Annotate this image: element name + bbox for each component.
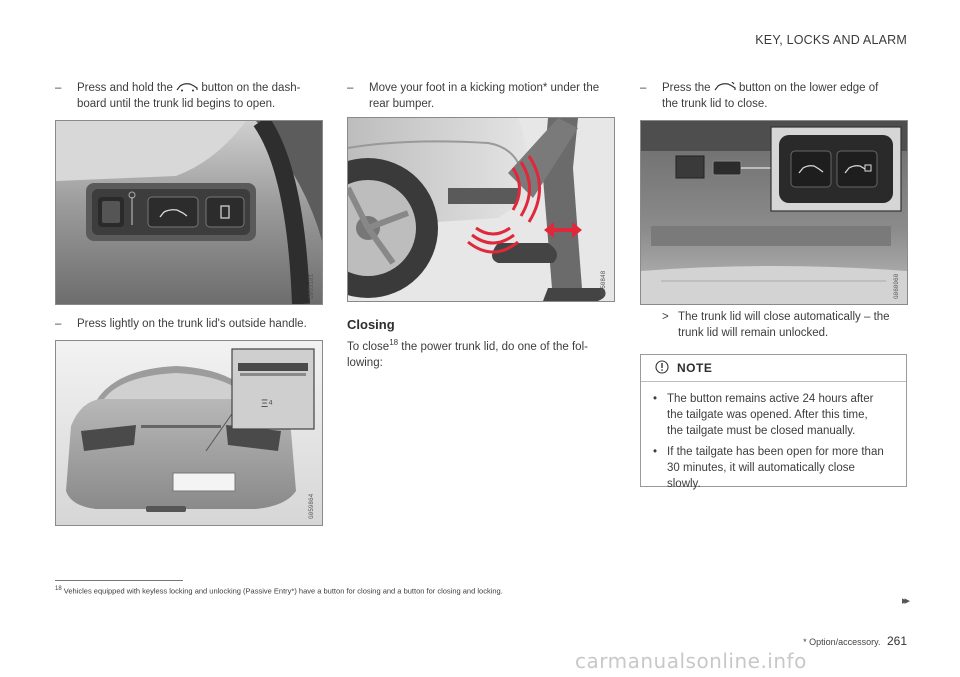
bullet-line: If the tailgate has been open for more than xyxy=(667,446,884,458)
bullet-line: 30 minutes, it will automatically close xyxy=(667,462,855,474)
footnote-text: Vehicles equipped with keyless locking and unlocking (Passive Entry*) have a button for closing and a button for closing and locking. xyxy=(63,586,503,596)
closing-text-part: lowing: xyxy=(347,356,383,369)
page-number: 261 xyxy=(886,634,907,648)
footnote xyxy=(55,586,503,596)
trunk-close-icon xyxy=(714,82,736,92)
watermark: carmanualsonline.info xyxy=(575,649,807,673)
car-rear-illustration xyxy=(56,341,322,525)
figure-code: G050848 xyxy=(600,270,607,296)
trunk-lid-illustration xyxy=(641,121,907,304)
step-text-part: Press the xyxy=(662,82,711,94)
figure-code: G053181 xyxy=(308,273,315,299)
step-text: Press lightly on the trunk lid's outside handle. xyxy=(77,318,307,330)
step-text-part: the trunk lid to close. xyxy=(662,98,768,110)
kick-illustration xyxy=(348,118,614,301)
bullet-line: the tailgate was opened. After this time, xyxy=(667,409,868,421)
closing-text-part: the power trunk lid, do one of the fol- xyxy=(398,340,588,353)
footnote-divider xyxy=(55,580,183,581)
bullet-line: The button remains active 24 hours after xyxy=(667,393,874,405)
footnote-number: 18 xyxy=(55,586,62,592)
dashboard-buttons-image xyxy=(55,120,323,305)
closing-intro-text xyxy=(347,335,615,371)
bullet-line: the tailgate must be closed manually. xyxy=(667,425,856,437)
step-text-part: Press and hold the xyxy=(77,82,173,94)
closing-text-part: To close xyxy=(347,340,390,353)
dashboard-illustration xyxy=(56,121,322,304)
result-text-line: The trunk lid will close automatically – the xyxy=(678,311,890,323)
footnote-ref[interactable]: 18 xyxy=(389,338,399,347)
bullet-line: slowly. xyxy=(667,478,701,490)
car-rear-handle-image xyxy=(55,340,323,526)
page-header-title: KEY, LOCKS AND ALARM xyxy=(755,33,907,47)
step-press-lower-edge-button xyxy=(640,80,910,114)
step-dash: – xyxy=(55,318,62,330)
svg-text:Ξ⁴: Ξ⁴ xyxy=(261,398,273,410)
step-press-dashboard-button xyxy=(55,80,325,114)
result-marker: > xyxy=(662,311,669,323)
section-heading-closing: Closing xyxy=(347,317,395,332)
trunk-lid-buttons-image xyxy=(640,120,908,305)
step-text-part: button on the lower edge of xyxy=(738,82,879,94)
step-text-line: Move your foot in a kicking motion* under the xyxy=(369,82,600,94)
kick-motion-image xyxy=(347,117,615,302)
step-dash: – xyxy=(640,82,647,94)
next-page-arrows-icon[interactable]: ▸▸ xyxy=(901,595,907,607)
trunk-open-icon xyxy=(176,82,198,92)
step-kick-under-bumper xyxy=(347,80,617,114)
bullet-dot: • xyxy=(653,393,658,405)
step-dash: – xyxy=(55,82,62,94)
note-title: NOTE xyxy=(677,361,713,375)
step-press-outside-handle xyxy=(55,316,325,332)
result-text-line: trunk lid will remain unlocked. xyxy=(678,327,829,339)
bullet-dot: • xyxy=(653,446,658,458)
result-auto-close xyxy=(662,309,912,343)
note-header xyxy=(641,355,906,382)
option-accessory-note: * Option/accessory. xyxy=(803,637,881,647)
step-text-part: button on the dash- xyxy=(201,82,301,94)
step-dash: – xyxy=(347,82,354,94)
figure-code: G060060 xyxy=(893,273,900,299)
page-footer xyxy=(803,634,907,648)
note-box xyxy=(640,354,907,490)
figure-code: G059864 xyxy=(308,493,315,519)
step-text-part: board until the trunk lid begins to open. xyxy=(77,98,276,110)
info-icon xyxy=(655,360,669,374)
step-text-line: rear bumper. xyxy=(369,98,435,110)
